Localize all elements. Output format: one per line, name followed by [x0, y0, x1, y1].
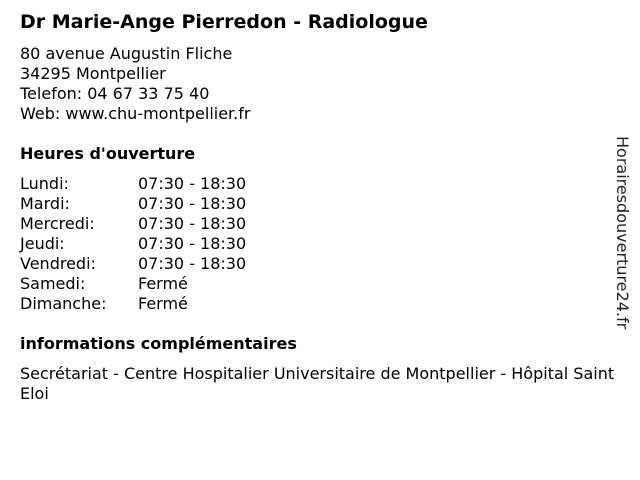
additional-info-heading: informations complémentaires [20, 334, 297, 353]
day-hours: 07:30 - 18:30 [138, 194, 247, 213]
hours-row-saturday [20, 274, 320, 294]
hours-row-friday [20, 254, 320, 274]
hours-row-sunday [20, 294, 320, 314]
day-hours: 07:30 - 18:30 [138, 214, 247, 233]
day-label: Mercredi: [20, 214, 95, 233]
phone-number: Telefon: 04 67 33 75 40 [20, 84, 210, 103]
day-hours: 07:30 - 18:30 [138, 254, 247, 273]
opening-hours-table [20, 174, 320, 314]
day-hours: Fermé [138, 274, 188, 293]
opening-hours-heading: Heures d'ouverture [20, 144, 196, 163]
day-hours: 07:30 - 18:30 [138, 234, 247, 253]
site-watermark: Horairesdouverture24.fr [613, 136, 632, 330]
day-hours: Fermé [138, 294, 188, 313]
hours-row-wednesday [20, 214, 320, 234]
day-label: Mardi: [20, 194, 70, 213]
hours-row-thursday [20, 234, 320, 254]
hours-row-monday [20, 174, 320, 194]
day-label: Dimanche: [20, 294, 107, 313]
day-label: Jeudi: [20, 234, 65, 253]
address-street: 80 avenue Augustin Fliche [20, 44, 233, 63]
hours-row-tuesday [20, 194, 320, 214]
page-title: Dr Marie-Ange Pierredon - Radiologue [20, 11, 428, 33]
address-city: 34295 Montpellier [20, 64, 166, 83]
day-label: Lundi: [20, 174, 69, 193]
day-label: Vendredi: [20, 254, 96, 273]
website-link[interactable]: Web: www.chu-montpellier.fr [20, 104, 251, 123]
day-hours: 07:30 - 18:30 [138, 174, 247, 193]
address-block [20, 44, 250, 124]
additional-info-text: Secrétariat - Centre Hospitalier Universitaire de Montpellier - Hôpital Saint Eloi [20, 364, 615, 403]
day-label: Samedi: [20, 274, 86, 293]
